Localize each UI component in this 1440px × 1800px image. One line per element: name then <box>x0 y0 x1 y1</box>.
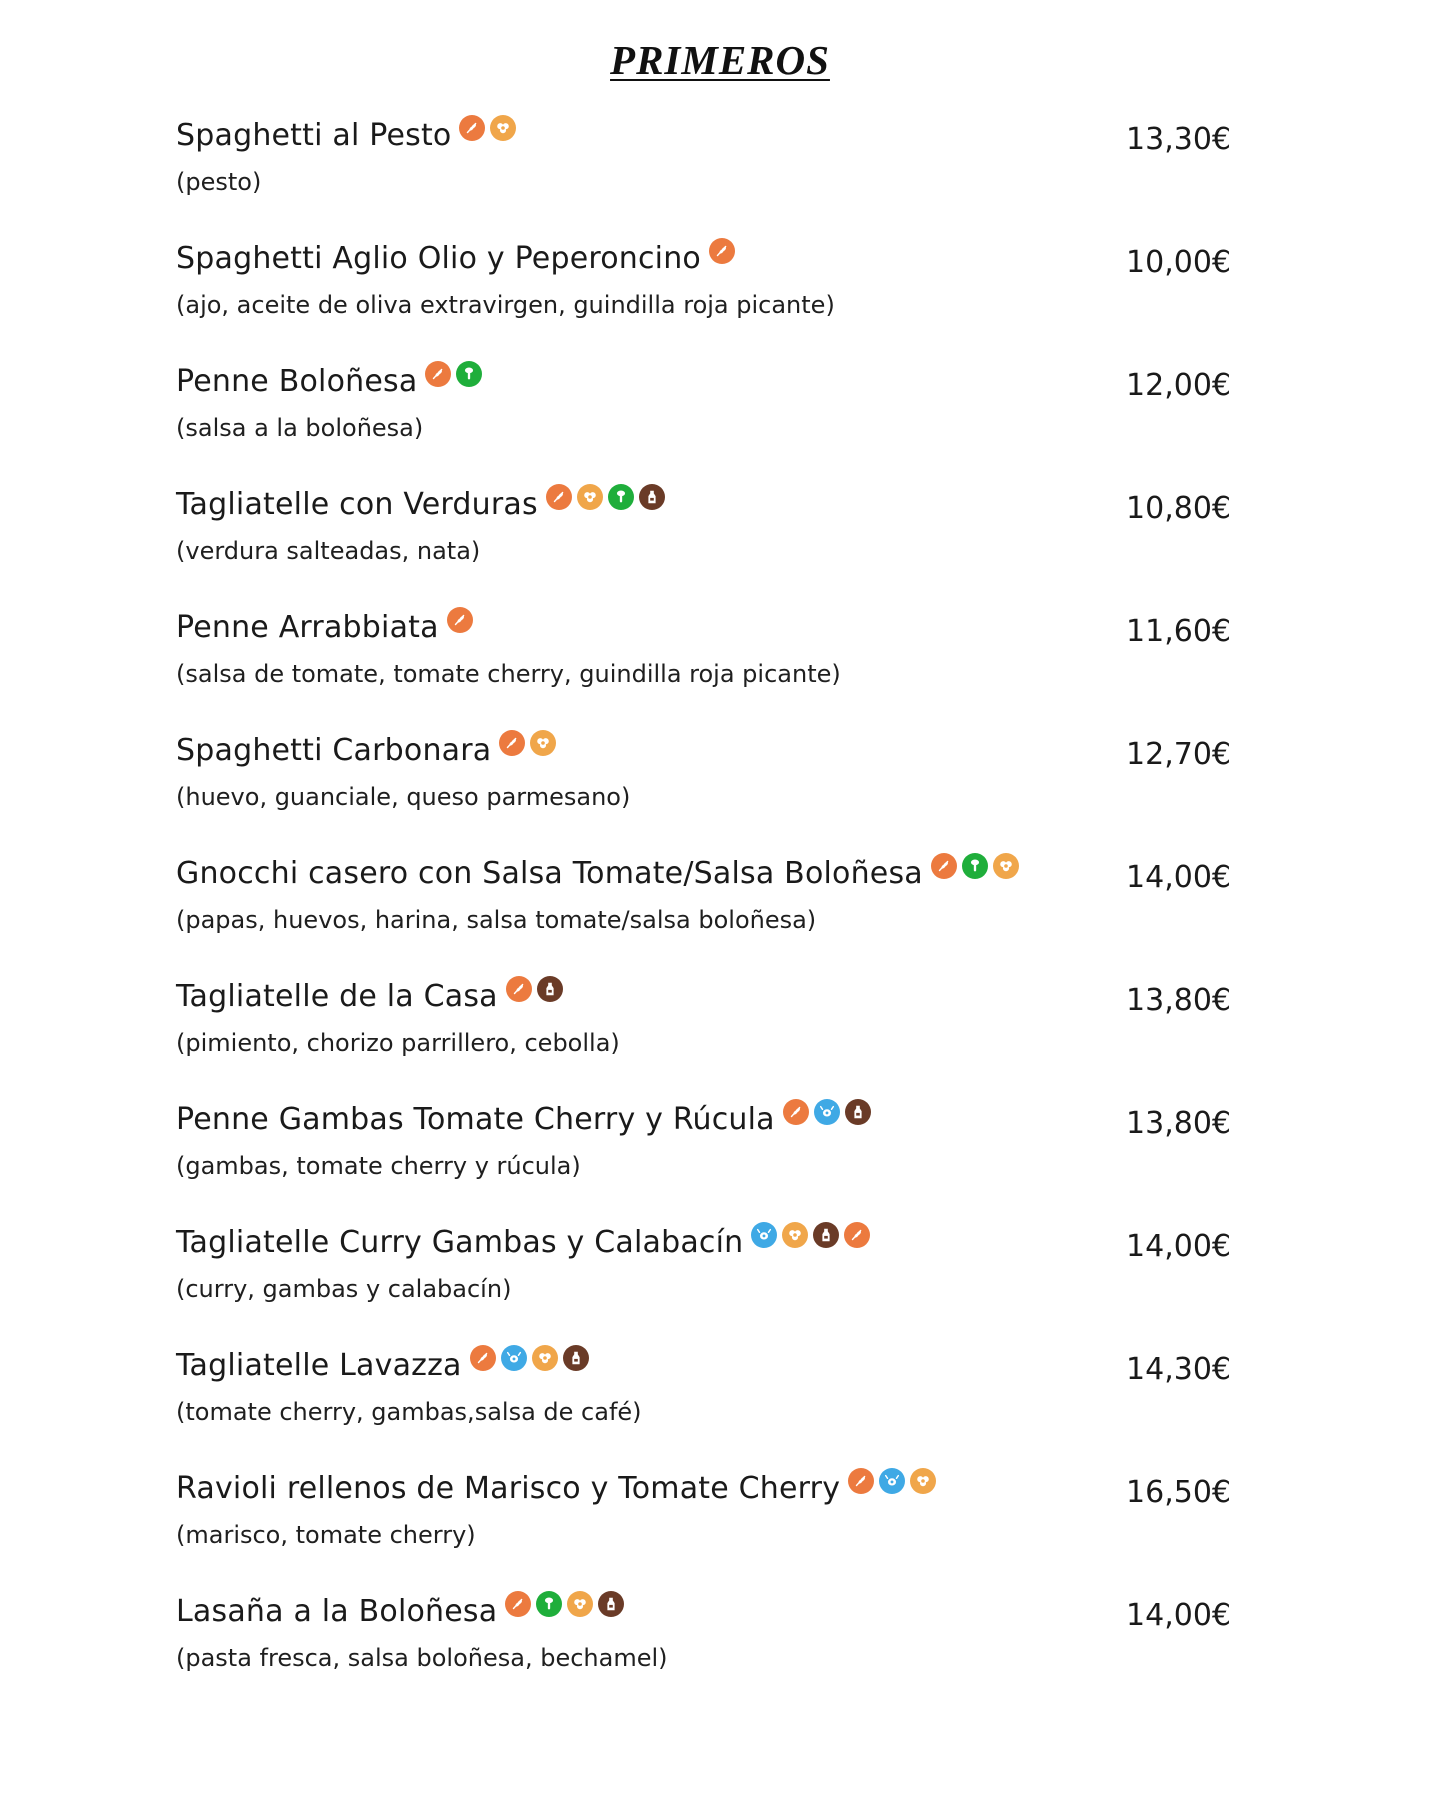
allergen-icons <box>783 1099 876 1125</box>
egg-icon <box>782 1222 808 1248</box>
menu-item-price: 12,70€ <box>1126 737 1231 772</box>
menu-item-name: Penne Boloñesa <box>176 364 418 399</box>
wheat-icon <box>783 1099 809 1125</box>
menu-item <box>176 850 1276 973</box>
menu-item-price: 10,00€ <box>1126 245 1231 280</box>
menu-item-name: Spaghetti al Pesto <box>176 118 452 153</box>
allergen-icons <box>751 1222 875 1248</box>
menu-item <box>176 604 1276 727</box>
allergen-icons <box>506 976 568 1002</box>
wheat-icon <box>470 1345 496 1371</box>
wheat-icon <box>447 607 473 633</box>
menu-item-description: (salsa a la boloñesa) <box>176 414 424 442</box>
egg-icon <box>490 115 516 141</box>
egg-icon <box>530 730 556 756</box>
menu-item-name: Lasaña a la Boloñesa <box>176 1594 498 1629</box>
menu-item-price: 12,00€ <box>1126 368 1231 403</box>
menu-items-list <box>176 112 1276 1711</box>
menu-item-header <box>176 1471 941 1506</box>
menu-item-header <box>176 1348 594 1383</box>
menu-item-description: (marisco, tomate cherry) <box>176 1521 476 1549</box>
menu-item <box>176 1219 1276 1342</box>
allergen-icons <box>447 607 478 633</box>
crustacean-icon <box>814 1099 840 1125</box>
menu-item-header <box>176 241 740 276</box>
menu-item <box>176 358 1276 481</box>
menu-item-name: Tagliatelle Curry Gambas y Calabacín <box>176 1225 744 1260</box>
menu-item-header <box>176 1102 876 1137</box>
egg-icon <box>910 1468 936 1494</box>
menu-item-price: 14,00€ <box>1126 1229 1231 1264</box>
allergen-icons <box>931 853 1024 879</box>
menu-item <box>176 1096 1276 1219</box>
menu-item <box>176 235 1276 358</box>
menu-item-name: Penne Arrabbiata <box>176 610 439 645</box>
allergen-icons <box>499 730 561 756</box>
milk-icon <box>639 484 665 510</box>
menu-item-name: Ravioli rellenos de Marisco y Tomate Cherry <box>176 1471 841 1506</box>
menu-item-header <box>176 487 670 522</box>
wheat-icon <box>546 484 572 510</box>
menu-item-price: 14,00€ <box>1126 860 1231 895</box>
menu-item-price: 10,80€ <box>1126 491 1231 526</box>
milk-icon <box>598 1591 624 1617</box>
milk-icon <box>813 1222 839 1248</box>
menu-item-header <box>176 979 568 1014</box>
wheat-icon <box>425 361 451 387</box>
allergen-icons <box>709 238 740 264</box>
egg-icon <box>532 1345 558 1371</box>
menu-item-name: Tagliatelle de la Casa <box>176 979 498 1014</box>
wheat-icon <box>499 730 525 756</box>
menu-item <box>176 112 1276 235</box>
milk-icon <box>563 1345 589 1371</box>
allergen-icons <box>505 1591 629 1617</box>
menu-item-description: (gambas, tomate cherry y rúcula) <box>176 1152 581 1180</box>
celery-icon <box>608 484 634 510</box>
menu-item-name: Spaghetti Aglio Olio y Peperoncino <box>176 241 701 276</box>
menu-item-header <box>176 610 478 645</box>
menu-item-price: 16,50€ <box>1126 1475 1231 1510</box>
crustacean-icon <box>879 1468 905 1494</box>
menu-item-price: 14,30€ <box>1126 1352 1231 1387</box>
allergen-icons <box>546 484 670 510</box>
wheat-icon <box>844 1222 870 1248</box>
menu-item-description: (salsa de tomate, tomate cherry, guindilla roja picante) <box>176 660 841 688</box>
menu-item <box>176 1588 1276 1711</box>
menu-item <box>176 481 1276 604</box>
menu-item-price: 14,00€ <box>1126 1598 1231 1633</box>
menu-item-description: (tomate cherry, gambas,salsa de café) <box>176 1398 642 1426</box>
celery-icon <box>536 1591 562 1617</box>
menu-item-price: 13,80€ <box>1126 983 1231 1018</box>
celery-icon <box>456 361 482 387</box>
menu-item-header <box>176 1225 875 1260</box>
wheat-icon <box>506 976 532 1002</box>
menu-item-header <box>176 364 487 399</box>
menu-item-header <box>176 1594 629 1629</box>
allergen-icons <box>425 361 487 387</box>
page-title: PRIMEROS <box>610 37 830 83</box>
crustacean-icon <box>751 1222 777 1248</box>
menu-item-price: 13,80€ <box>1126 1106 1231 1141</box>
menu-item <box>176 727 1276 850</box>
menu-item <box>176 1465 1276 1588</box>
menu-item-description: (pesto) <box>176 168 262 196</box>
allergen-icons <box>470 1345 594 1371</box>
allergen-icons <box>848 1468 941 1494</box>
celery-icon <box>962 853 988 879</box>
wheat-icon <box>931 853 957 879</box>
menu-item <box>176 973 1276 1096</box>
menu-item-description: (curry, gambas y calabacín) <box>176 1275 512 1303</box>
milk-icon <box>537 976 563 1002</box>
menu-item-header <box>176 856 1024 891</box>
menu-item-description: (ajo, aceite de oliva extravirgen, guindilla roja picante) <box>176 291 835 319</box>
menu-item-header <box>176 118 521 153</box>
menu-item-header <box>176 733 561 768</box>
allergen-icons <box>459 115 521 141</box>
wheat-icon <box>709 238 735 264</box>
menu-item-price: 11,60€ <box>1126 614 1231 649</box>
menu-item-price: 13,30€ <box>1126 122 1231 157</box>
menu-item-name: Tagliatelle Lavazza <box>176 1348 462 1383</box>
wheat-icon <box>459 115 485 141</box>
milk-icon <box>845 1099 871 1125</box>
menu-item-description: (verdura salteadas, nata) <box>176 537 481 565</box>
menu-item-description: (papas, huevos, harina, salsa tomate/salsa boloñesa) <box>176 906 817 934</box>
menu-item-description: (pasta fresca, salsa boloñesa, bechamel) <box>176 1644 668 1672</box>
menu-item <box>176 1342 1276 1465</box>
menu-item-name: Gnocchi casero con Salsa Tomate/Salsa Boloñesa <box>176 856 923 891</box>
wheat-icon <box>848 1468 874 1494</box>
menu-item-description: (pimiento, chorizo parrillero, cebolla) <box>176 1029 620 1057</box>
menu-item-description: (huevo, guanciale, queso parmesano) <box>176 783 631 811</box>
wheat-icon <box>505 1591 531 1617</box>
egg-icon <box>993 853 1019 879</box>
menu-item-name: Tagliatelle con Verduras <box>176 487 538 522</box>
egg-icon <box>577 484 603 510</box>
menu-item-name: Penne Gambas Tomate Cherry y Rúcula <box>176 1102 775 1137</box>
menu-item-name: Spaghetti Carbonara <box>176 733 492 768</box>
crustacean-icon <box>501 1345 527 1371</box>
egg-icon <box>567 1591 593 1617</box>
